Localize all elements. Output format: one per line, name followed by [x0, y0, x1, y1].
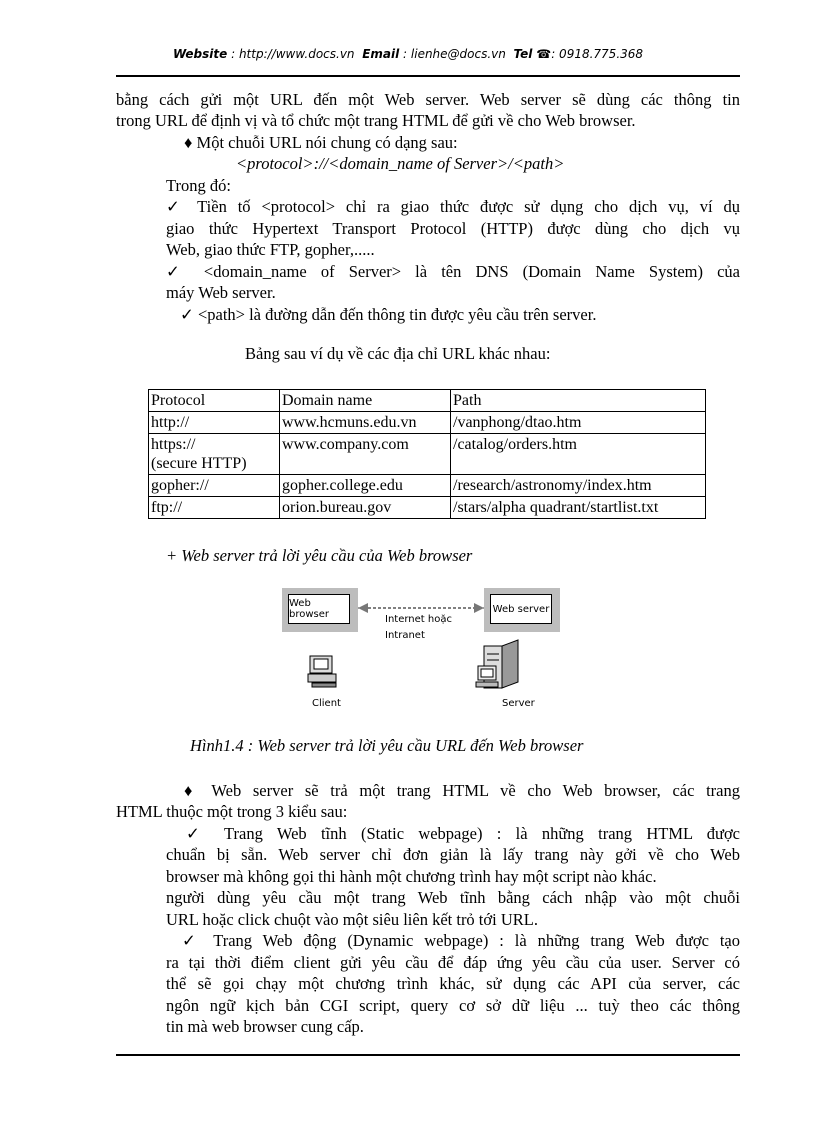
- table-cell: ftp://: [149, 497, 280, 519]
- table-row: [149, 434, 706, 475]
- table-row: [149, 412, 706, 434]
- table-cell: www.company.com: [280, 434, 451, 475]
- header-cell: Path: [451, 390, 706, 412]
- table-row: [149, 497, 706, 519]
- table-cell: /vanphong/dtao.htm: [451, 412, 706, 434]
- network-label-1: Internet hoặc: [385, 614, 452, 625]
- web-server-label: Web server: [490, 594, 552, 624]
- check-line: ✓ Tiền tố <protocol> chỉ ra giao thức được sử dụng cho dịch vụ, ví dụ: [166, 197, 740, 216]
- text-line: thể sẽ gọi chạy một chương trình khác, sử dụng các API của server, các: [166, 974, 740, 993]
- table-cell: www.hcmuns.edu.vn: [280, 412, 451, 434]
- url-table: [148, 389, 706, 519]
- tel-value: : 0918.775.368: [551, 47, 644, 61]
- table-cell: /research/astronomy/index.htm: [451, 475, 706, 497]
- text-line: giao thức Hypertext Transport Protocol (HTTP) được dùng cho dịch vụ: [166, 219, 740, 238]
- email-label: Email: [362, 47, 400, 61]
- check-line: ✓ <domain_name of Server> là tên DNS (Domain Name System) của: [166, 262, 740, 281]
- text-line: HTML thuộc một trong 3 kiểu sau:: [116, 802, 348, 821]
- text-line: ra tại thời điểm client gửi yêu cầu để đáp ứng yêu cầu của user. Server có: [166, 953, 740, 972]
- table-cell: http://: [149, 412, 280, 434]
- web-browser-label: Web browser: [288, 594, 350, 624]
- table-cell: gopher.college.edu: [280, 475, 451, 497]
- check-line: ✓ Trang Web động (Dynamic webpage) : là những trang Web được tạo: [182, 931, 740, 950]
- website-label: Website: [172, 47, 228, 61]
- tel-label: Tel: [513, 47, 533, 61]
- website-value: : http://www.docs.vn: [231, 47, 355, 61]
- bullet-line: ♦ Một chuỗi URL nói chung có dạng sau:: [184, 133, 458, 152]
- protocol-note: (secure HTTP): [151, 455, 247, 472]
- table-row: [149, 475, 706, 497]
- text-line: tin mà web browser cung cấp.: [166, 1017, 364, 1036]
- diagram-graphics: [278, 588, 540, 714]
- header-divider: [116, 75, 740, 77]
- text-line: Trong đó:: [166, 176, 231, 195]
- text-line: URL hoặc click chuột vào một siêu liên kết trỏ tới URL.: [166, 910, 538, 929]
- table-cell: /catalog/orders.htm: [451, 434, 706, 475]
- url-syntax: <protocol>://<domain_name of Server>/<path>: [236, 154, 565, 173]
- text-line: trong URL để định vị và tổ chức một trang HTML để gửi về cho Web browser.: [116, 111, 636, 130]
- table-cell: orion.bureau.gov: [280, 497, 451, 519]
- email-value: : lienhe@docs.vn: [403, 47, 506, 61]
- server-computer-icon: [476, 640, 518, 688]
- text-line: bằng cách gửi một URL đến một Web server. Web server sẽ dùng các thông tin: [116, 90, 740, 109]
- table-cell: gopher://: [149, 475, 280, 497]
- text-line: người dùng yêu cầu một trang Web tĩnh bằng cách nhập vào một chuỗi: [166, 888, 740, 907]
- check-line: ✓ Trang Web tĩnh (Static webpage) : là những trang HTML được: [186, 824, 740, 843]
- bullet-line: ♦ Web server sẽ trả một trang HTML về cho Web browser, các trang: [184, 781, 740, 800]
- table-cell: /stars/alpha quadrant/startlist.txt: [451, 497, 706, 519]
- web-request-diagram: [278, 588, 550, 714]
- text-line: ngôn ngữ kịch bản CGI script, query cơ sở dữ liệu ... tuỳ theo các thông: [166, 996, 740, 1015]
- text-line: Web, giao thức FTP, gopher,.....: [166, 240, 375, 259]
- table-intro: Bảng sau ví dụ về các địa chỉ URL khác nhau:: [245, 344, 551, 363]
- phone-icon: ☎: [536, 47, 552, 61]
- client-computer-icon: [308, 656, 336, 687]
- figure-caption: Hình1.4 : Web server trả lời yêu cầu URL đến Web browser: [190, 736, 584, 755]
- text-line: chuẩn bị sẵn. Web server chỉ đơn giản là lấy trang này gởi về cho Web: [166, 845, 740, 864]
- server-icon-label: Server: [502, 698, 535, 709]
- client-label: Client: [312, 698, 341, 709]
- text-line: máy Web server.: [166, 283, 276, 302]
- double-arrow-icon: [358, 603, 484, 613]
- network-label-2: Intranet: [385, 630, 425, 641]
- table-cell: [149, 434, 280, 475]
- header-cell: Protocol: [149, 390, 280, 412]
- protocol-name: https://: [151, 436, 196, 453]
- table-header-row: [149, 390, 706, 412]
- footer-divider: [116, 1054, 740, 1056]
- section-subtitle: + Web server trả lời yêu cầu của Web browser: [166, 546, 473, 565]
- text-line: browser mà không gọi thi hành một chương trình hay một script nào khác.: [166, 867, 657, 886]
- header-cell: Domain name: [280, 390, 451, 412]
- page-header: [0, 47, 816, 61]
- check-line: ✓ <path> là đường dẫn đến thông tin được yêu cầu trên server.: [180, 305, 597, 324]
